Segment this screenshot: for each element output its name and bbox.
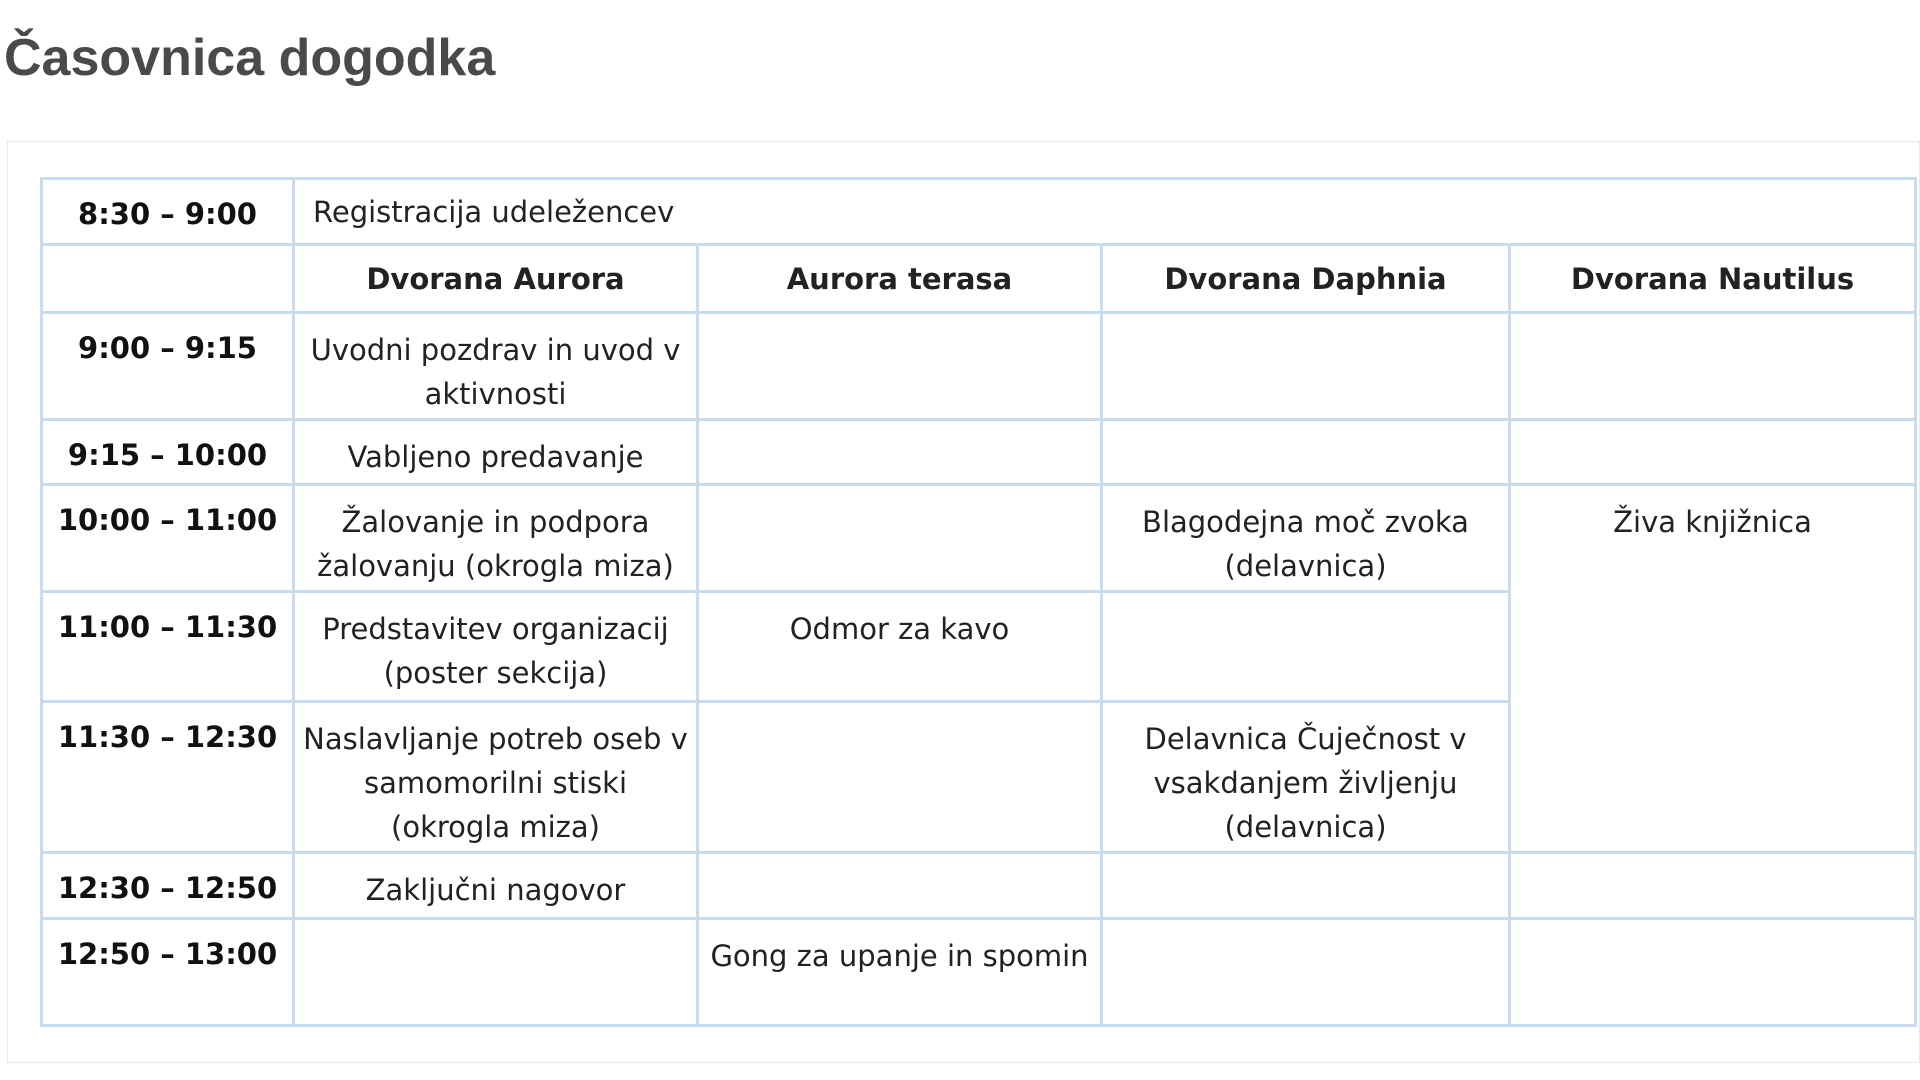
table-header-row: [42, 245, 1916, 313]
time-cell: 11:00 – 11:30: [42, 592, 294, 702]
header-hall-aurora: Dvorana Aurora: [294, 245, 698, 313]
time-cell: 9:00 – 9:15: [42, 313, 294, 420]
header-empty-cell: [42, 245, 294, 313]
time-cell: 8:30 – 9:00: [42, 179, 294, 245]
time-cell: 12:50 – 13:00: [42, 919, 294, 1026]
time-cell: 12:30 – 12:50: [42, 853, 294, 919]
schedule-table: [40, 177, 1917, 1027]
table-row: [42, 853, 1916, 919]
session-cell-nautilus: [1510, 853, 1916, 919]
header-hall-daphnia: Dvorana Daphnia: [1102, 245, 1510, 313]
session-cell-aurora: Zaključni nagovor: [294, 853, 698, 919]
session-cell-aurora: Uvodni pozdrav in uvod v aktivnosti: [294, 313, 698, 420]
session-cell-nautilus: [1510, 919, 1916, 1026]
header-hall-nautilus: Dvorana Nautilus: [1510, 245, 1916, 313]
session-cell-terasa: Gong za upanje in spomin: [698, 919, 1102, 1026]
session-cell-terasa: [698, 853, 1102, 919]
session-cell-daphnia: Delavnica Čuječnost v vsakdanjem življenju (delavnica): [1102, 702, 1510, 853]
session-cell-aurora: Naslavljanje potreb oseb v samomorilni stiski (okrogla miza): [294, 702, 698, 853]
session-cell-daphnia: [1102, 853, 1510, 919]
time-cell: 11:30 – 12:30: [42, 702, 294, 853]
session-cell-terasa: [698, 420, 1102, 485]
time-cell: 10:00 – 11:00: [42, 485, 294, 592]
session-cell-terasa: [698, 702, 1102, 853]
session-cell-nautilus-span: Živa knjižnica: [1510, 485, 1916, 853]
table-row: [42, 485, 1916, 592]
session-cell-terasa: Odmor za kavo: [698, 592, 1102, 702]
session-cell-aurora: Vabljeno predavanje: [294, 420, 698, 485]
session-cell-daphnia: [1102, 919, 1510, 1026]
session-cell-daphnia: [1102, 592, 1510, 702]
table-row: [42, 919, 1916, 1026]
session-cell-nautilus: [1510, 420, 1916, 485]
table-row: [42, 420, 1916, 485]
time-cell: 9:15 – 10:00: [42, 420, 294, 485]
registration-cell: Registracija udeležencev: [294, 179, 1916, 245]
session-cell-daphnia: Blagodejna moč zvoka (delavnica): [1102, 485, 1510, 592]
session-cell-terasa: [698, 313, 1102, 420]
header-hall-aurora-terasa: Aurora terasa: [698, 245, 1102, 313]
session-cell-daphnia: [1102, 420, 1510, 485]
session-cell-daphnia: [1102, 313, 1510, 420]
page-title: Časovnica dogodka: [4, 29, 496, 87]
table-row-registration: [42, 179, 1916, 245]
session-cell-nautilus: [1510, 313, 1916, 420]
session-cell-terasa: [698, 485, 1102, 592]
session-cell-aurora: [294, 919, 698, 1026]
session-cell-aurora: Žalovanje in podpora žalovanju (okrogla miza): [294, 485, 698, 592]
table-row: [42, 313, 1916, 420]
session-cell-aurora: Predstavitev organizacij (poster sekcija): [294, 592, 698, 702]
